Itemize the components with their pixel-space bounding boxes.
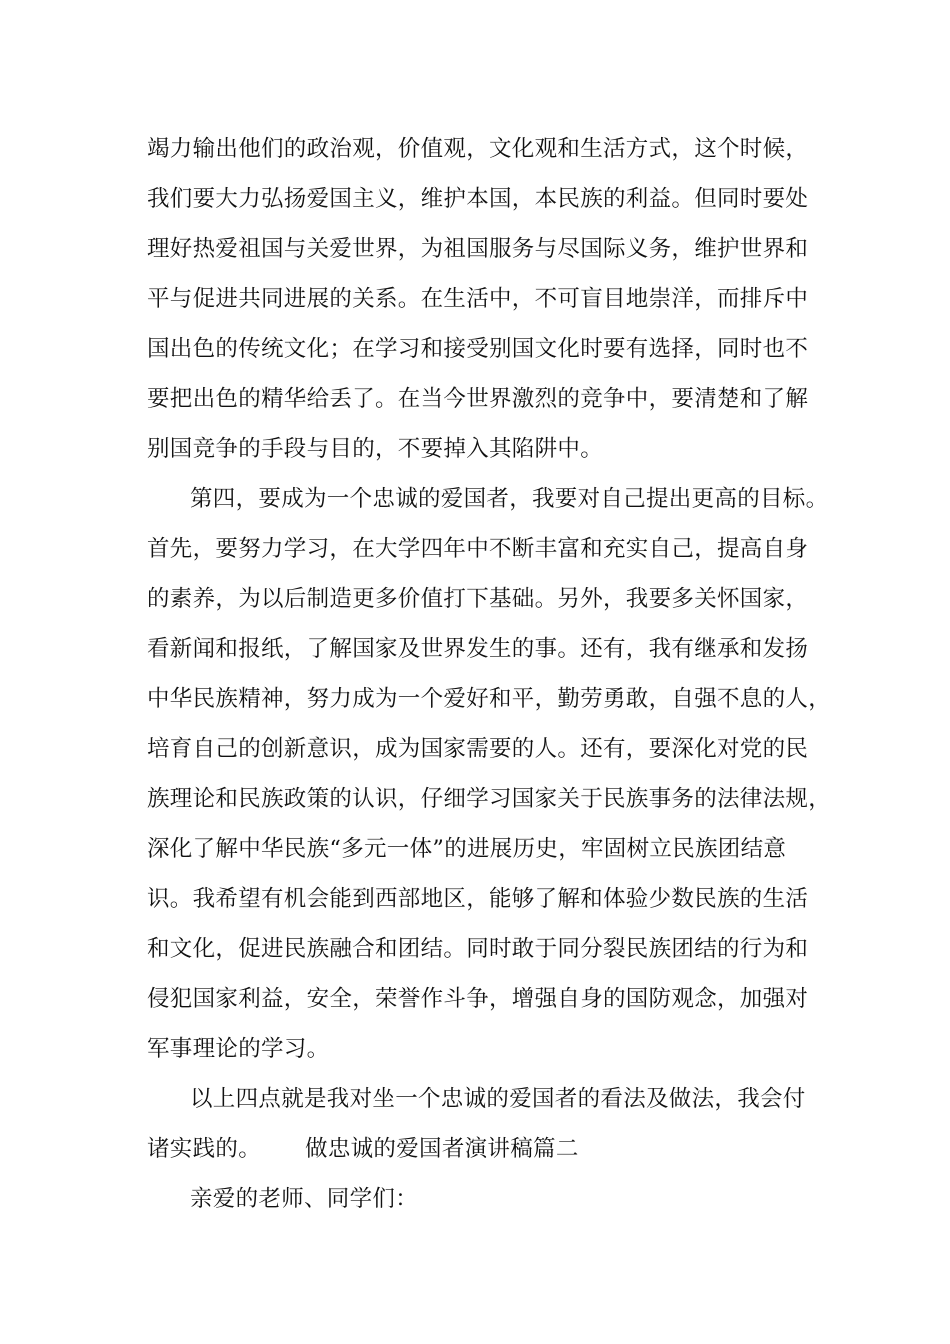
- paragraph-line: 和文化，促进民族融合和团结。同时敢于同分裂民族团结的行为和: [147, 936, 809, 962]
- paragraph-line: 识。我希望有机会能到西部地区，能够了解和体验少数民族的生活: [147, 886, 809, 912]
- paragraph-line: 侵犯国家利益，安全，荣誉作斗争，增强自身的国防观念，加强对: [147, 986, 809, 1012]
- paragraph-line: 国出色的传统文化；在学习和接受别国文化时要有选择，同时也不: [147, 336, 809, 362]
- paragraph-line: 我们要大力弘扬爱国主义，维护本国，本民族的利益。但同时要处: [147, 186, 809, 212]
- paragraph-line: 中华民族精神，努力成为一个爱好和平，勤劳勇敢，自强不息的人，: [147, 686, 832, 712]
- salutation: 亲爱的老师、同学们：: [190, 1186, 419, 1212]
- paragraph-line: 平与促进共同进展的关系。在生活中，不可盲目地崇洋，而排斥中: [147, 286, 809, 312]
- section-title: 做忠诚的爱国者演讲稿篇二: [305, 1136, 579, 1162]
- paragraph-line: [147, 1134, 579, 1164]
- closing-text: 诸实践的。: [147, 1136, 262, 1162]
- paragraph-line: 要把出色的精华给丢了。在当今世界激烈的竞争中，要清楚和了解: [147, 386, 809, 412]
- paragraph-first-line: 以上四点就是我对坐一个忠诚的爱国者的看法及做法，我会付: [190, 1086, 806, 1112]
- paragraph-line: 别国竞争的手段与目的，不要掉入其陷阱中。: [147, 436, 604, 462]
- paragraph-line: 族理论和民族政策的认识，仔细学习国家关于民族事务的法律法规，: [147, 786, 832, 812]
- paragraph-line: 看新闻和报纸，了解国家及世界发生的事。还有，我有继承和发扬: [147, 636, 809, 662]
- paragraph-line: 培育自己的创新意识，成为国家需要的人。还有，要深化对党的民: [147, 736, 809, 762]
- paragraph-line: 首先，要努力学习，在大学四年中不断丰富和充实自己，提高自身: [147, 536, 809, 562]
- paragraph-line: 理好热爱祖国与关爱世界，为祖国服务与尽国际义务，维护世界和: [147, 236, 809, 262]
- paragraph-line: 竭力输出他们的政治观，价值观，文化观和生活方式，这个时候，: [147, 136, 809, 162]
- paragraph-line: 的素养，为以后制造更多价值打下基础。另外，我要多关怀国家，: [147, 586, 809, 612]
- paragraph-first-line: 第四，要成为一个忠诚的爱国者，我要对自己提出更高的目标。: [190, 486, 829, 512]
- paragraph-line: 军事理论的学习。: [147, 1036, 330, 1062]
- paragraph-line: 深化了解中华民族“多元一体”的进展历史，牢固树立民族团结意: [147, 836, 787, 862]
